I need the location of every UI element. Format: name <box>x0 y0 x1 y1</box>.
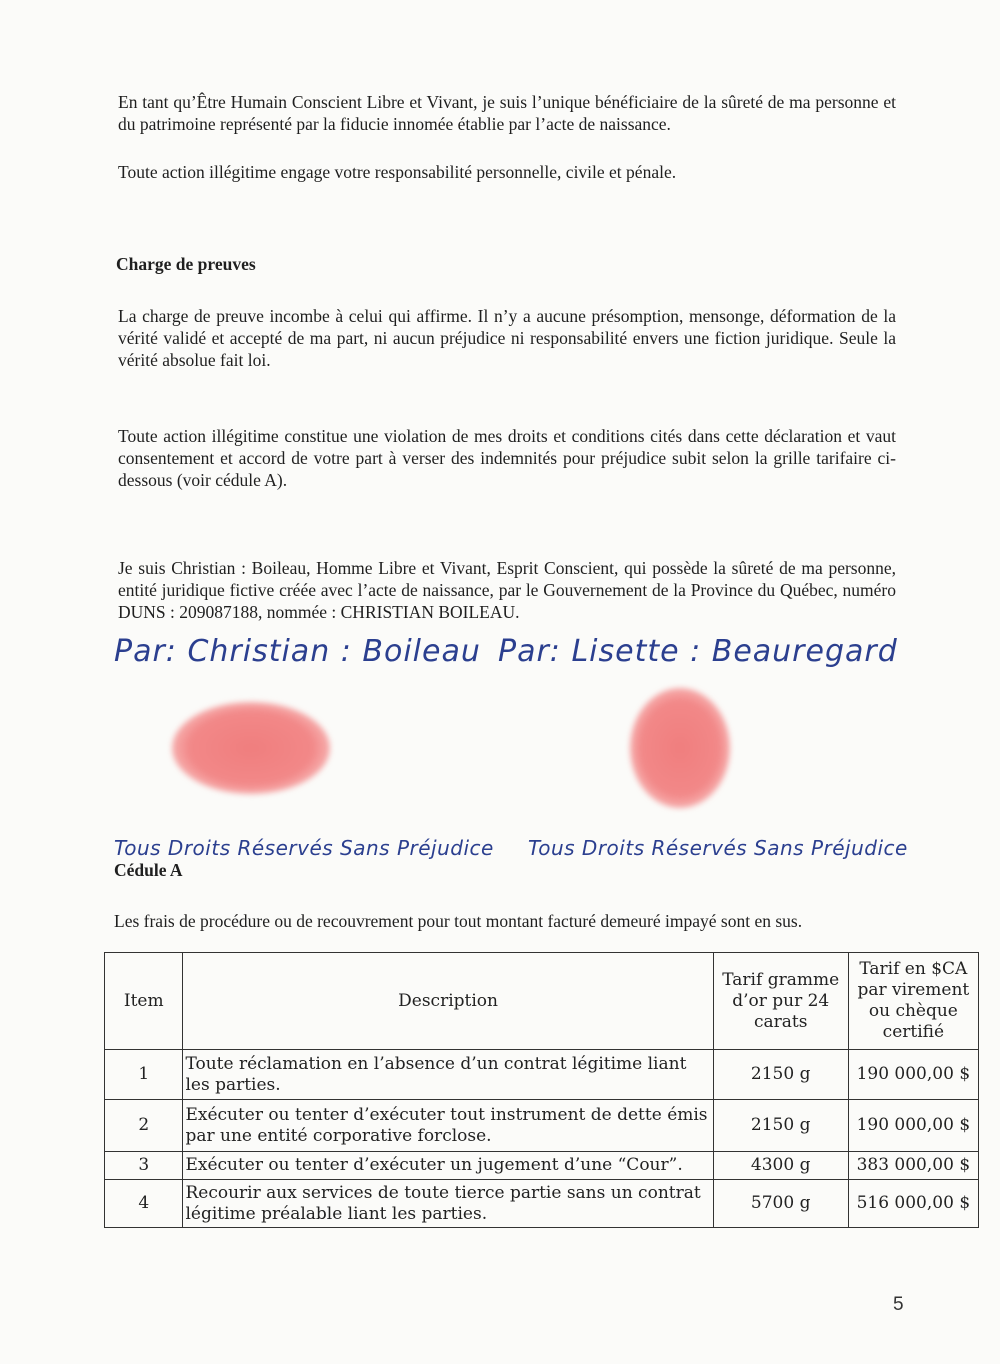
header-price: Tarif en $CA par virement ou chèque certifié <box>848 953 978 1050</box>
signature-lisette-beauregard: Par: Lisette : Beauregard <box>498 634 898 669</box>
reserve-note-right: Tous Droits Réservés Sans Préjudice <box>528 836 908 860</box>
header-gram: Tarif gramme d’or pur 24 carats <box>713 953 848 1050</box>
row-item: 4 <box>105 1180 183 1228</box>
page-number: 5 <box>893 1294 904 1315</box>
row-price: 383 000,00 $ <box>848 1152 978 1180</box>
paragraph-identity: Je suis Christian : Boileau, Homme Libre et Vivant, Esprit Conscient, qui possède la sûreté de ma personne, entité juridique fictive créée avec l’acte de naissance, par le Gouvernement de la Province du Québec, numéro DUNS : 209087188, nommée : CHRISTIAN BOILEAU. <box>118 558 896 622</box>
paragraph-beneficiary: En tant qu’Être Humain Conscient Libre et Vivant, je suis l’unique bénéficiaire de la sûreté de ma personne et du patrimoine représenté par la fiducie innomée établie par l’acte de naissance. <box>118 92 896 134</box>
row-price: 516 000,00 $ <box>848 1180 978 1228</box>
table-row <box>105 1152 979 1180</box>
row-price: 190 000,00 $ <box>848 1100 978 1152</box>
heading-cedule-a: Cédule A <box>114 860 183 880</box>
row-gram: 2150 g <box>713 1050 848 1100</box>
row-gram: 2150 g <box>713 1100 848 1152</box>
row-item: 3 <box>105 1152 183 1180</box>
table-row <box>105 1050 979 1100</box>
table-row <box>105 1180 979 1228</box>
tariff-table <box>104 952 979 1228</box>
table-header-row <box>105 953 979 1050</box>
row-gram: 4300 g <box>713 1152 848 1180</box>
fingerprint-right <box>630 688 730 808</box>
signature-christian-boileau: Par: Christian : Boileau <box>114 634 481 669</box>
paragraph-burden-of-proof: La charge de preuve incombe à celui qui affirme. Il n’y a aucune présomption, mensonge, déformation de la vérité validé et accepté de ma part, ni aucun préjudice ni responsabilité envers une fiction juridique. Seule la vérité absolue fait loi. <box>118 306 896 370</box>
paragraph-responsibility: Toute action illégitime engage votre responsabilité personnelle, civile et pénale. <box>118 162 677 182</box>
row-price: 190 000,00 $ <box>848 1050 978 1100</box>
row-gram: 5700 g <box>713 1180 848 1228</box>
row-item: 1 <box>105 1050 183 1100</box>
row-description: Exécuter ou tenter d’exécuter tout instrument de dette émis par une entité corporative forclose. <box>183 1100 713 1152</box>
reserve-note-left: Tous Droits Réservés Sans Préjudice <box>114 836 494 860</box>
cedule-note: Les frais de procédure ou de recouvrement pour tout montant facturé demeuré impayé sont en sus. <box>114 911 803 931</box>
row-description: Recourir aux services de toute tierce partie sans un contrat légitime préalable liant les parties. <box>183 1180 713 1228</box>
header-description: Description <box>183 953 713 1050</box>
table-row <box>105 1100 979 1152</box>
row-item: 2 <box>105 1100 183 1152</box>
paragraph-violation: Toute action illégitime constitue une violation de mes droits et conditions cités dans cette déclaration et vaut consentement et accord de votre part à verser des indemnités pour préjudice subit selon la grille tarifaire ci-dessous (voir cédule A). <box>118 426 896 490</box>
row-description: Exécuter ou tenter d’exécuter un jugement d’une “Cour”. <box>183 1152 713 1180</box>
header-item: Item <box>105 953 183 1050</box>
heading-charge-de-preuves: Charge de preuves <box>116 254 256 274</box>
row-description: Toute réclamation en l’absence d’un contrat légitime liant les parties. <box>183 1050 713 1100</box>
fingerprint-left <box>172 702 330 794</box>
